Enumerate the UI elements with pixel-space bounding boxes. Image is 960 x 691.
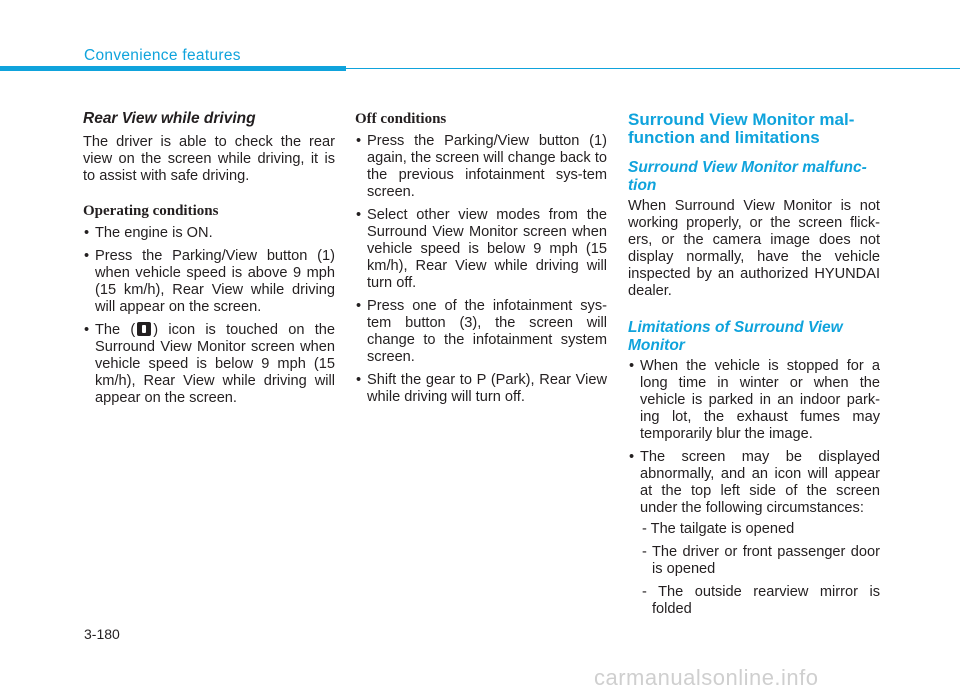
- heading-off-conditions: Off conditions: [355, 111, 447, 127]
- column-left: [83, 110, 335, 413]
- watermark: carmanualsonline.info: [594, 665, 819, 690]
- sub-list-item: - The tailgate is opened: [642, 521, 795, 537]
- intro-paragraph: The driver is able to check the rear view on the screen while driving, it is to assist with safe driving.: [83, 134, 335, 184]
- heading-malfunction-limitations: Surround View Monitor mal-function and limitations: [628, 110, 855, 147]
- list-item: • Press the Parking/View button (1) again, the screen will change back to the previous infotainment sys-tem screen.: [355, 133, 607, 201]
- operating-conditions-list: [83, 225, 335, 407]
- list-item: [628, 449, 880, 618]
- off-conditions-list: [355, 133, 607, 406]
- list-item: • Shift the gear to P (Park), Rear View while driving will turn off.: [355, 372, 607, 406]
- item-text-pre: The (: [95, 322, 136, 338]
- circumstances-list: [640, 521, 880, 618]
- list-item: • When the vehicle is stopped for a long time in winter or when the vehicle is parked in an indoor park-ing lot, the exhaust fumes may temporarily blur the image.: [628, 358, 880, 443]
- sub-list-item: - The outside rearview mirror is folded: [642, 584, 880, 617]
- section-title: Convenience features: [84, 47, 241, 64]
- list-item: • Select other view modes from the Surround View Monitor screen when vehicle speed is below 9 mph (15 km/h), Rear View while driving will turn off.: [355, 207, 607, 292]
- sub-list-item: - The driver or front passenger door is opened: [642, 544, 880, 577]
- heading-rear-view: Rear View while driving: [83, 110, 256, 127]
- list-item: • Press one of the infotainment sys-tem button (3), the screen will change to the infotainment system screen.: [355, 298, 607, 366]
- heading-operating-conditions: Operating conditions: [83, 203, 219, 219]
- column-right: [628, 111, 880, 624]
- item-text-post: ) icon is touched on the Surround View Monitor screen when vehicle speed is below 9 mph (15 km/h), Rear View while driving will appear on the screen.: [95, 322, 335, 406]
- header-bar: [0, 66, 346, 71]
- heading-limitations: Limitations of Surround View Monitor: [628, 319, 843, 354]
- page-number: 3-180: [84, 626, 120, 642]
- list-item: • Press the Parking/View button (1) when vehicle speed is above 9 mph (15 km/h), Rear View while driving will appear on the screen.: [83, 248, 335, 316]
- header-rule: [346, 68, 960, 69]
- list-item: [83, 322, 335, 407]
- column-middle: [355, 110, 607, 412]
- heading-malfunction: Surround View Monitor malfunc-tion: [628, 159, 867, 194]
- malfunction-paragraph: When Surround View Monitor is not working properly, or the screen flick-ers, or the camera image does not display normally, have the vehicle inspected by an authorized HYUNDAI dealer.: [628, 198, 880, 299]
- list-item-text: The screen may be displayed abnormally, and an icon will appear at the top left side of the screen under the following circumstances:: [640, 449, 880, 516]
- list-item: • The engine is ON.: [83, 225, 335, 242]
- limitations-list: [628, 358, 880, 618]
- rear-view-icon: [137, 322, 151, 336]
